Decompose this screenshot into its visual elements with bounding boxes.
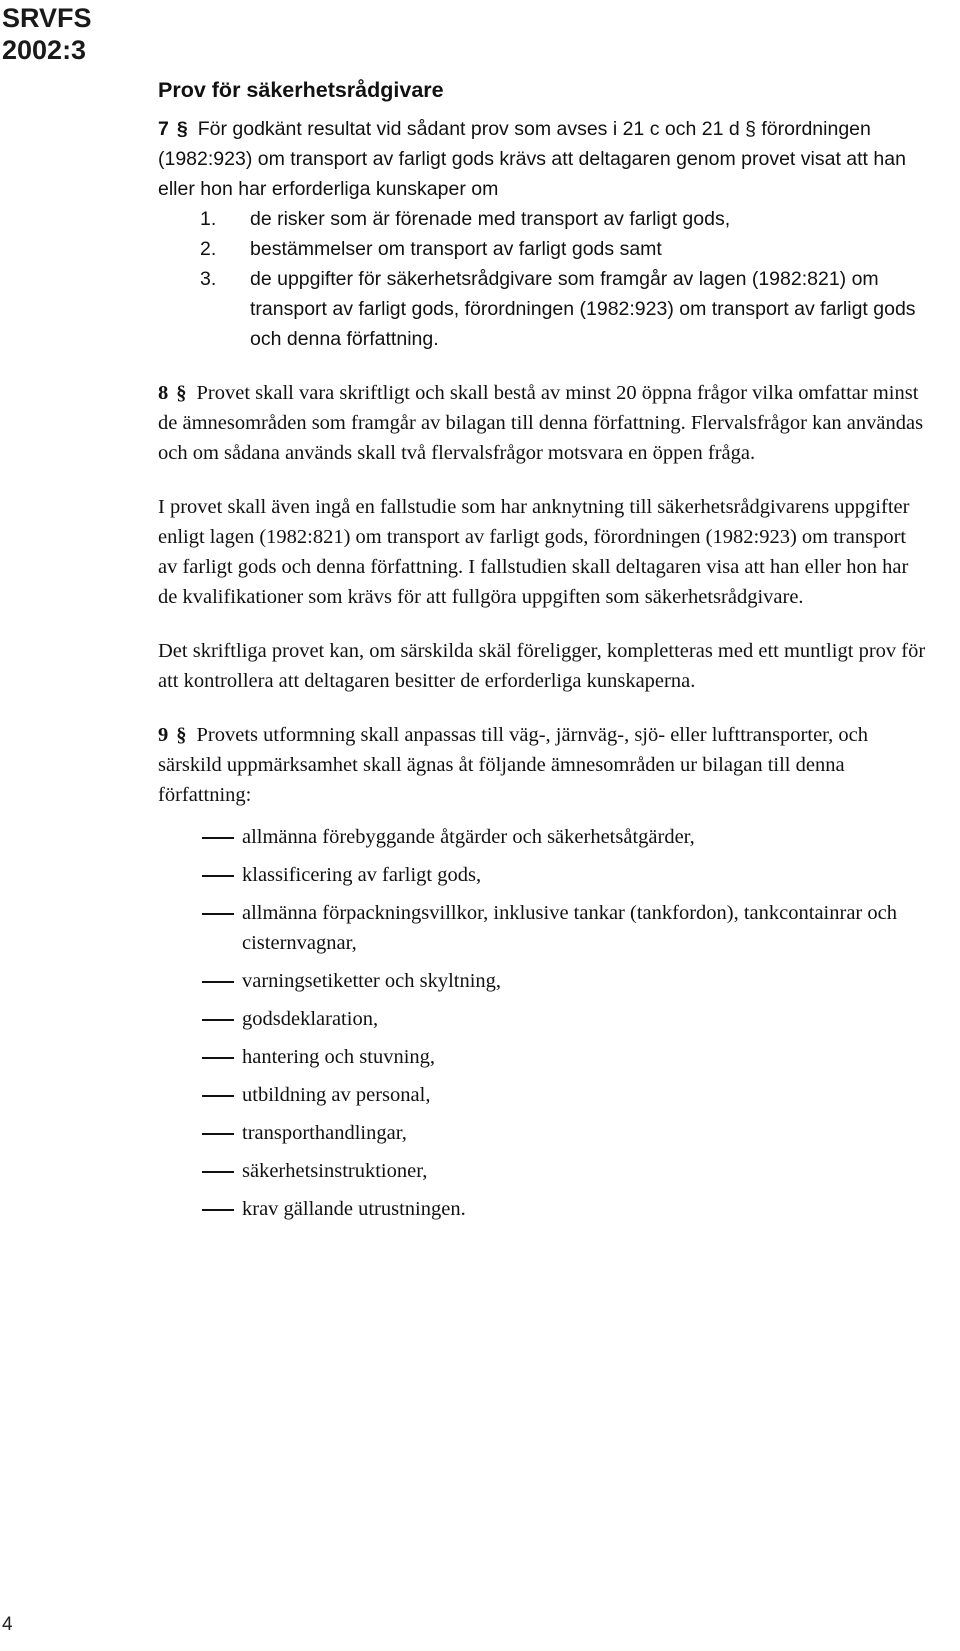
list-item bbox=[158, 1194, 928, 1224]
list-item bbox=[158, 1080, 928, 1110]
list-item-number: 2. bbox=[200, 238, 217, 260]
section-sign: § bbox=[176, 118, 188, 140]
list-item-text: de risker som är förenade med transport av farligt gods, bbox=[250, 208, 731, 230]
list-item-text: säkerhetsinstruktioner, bbox=[242, 1160, 428, 1182]
paragraph-8-text: Provet skall vara skriftligt och skall bestå av minst 20 öppna frågor vilka omfattar minst de ämnesområden som framgår av bilagan till denna författning. Flervalsfrågor kan användas och om sådana används skall två flervalsfrågor motsvara en öppen fråga. bbox=[158, 382, 924, 464]
document-series: SRVFS bbox=[2, 3, 92, 33]
list-item-text: utbildning av personal, bbox=[242, 1084, 431, 1106]
list-item-text: bestämmelser om transport av farligt gods samt bbox=[250, 238, 662, 260]
numbered-list bbox=[158, 204, 928, 354]
paragraph-9 bbox=[158, 720, 928, 810]
list-item bbox=[158, 1156, 928, 1186]
paragraph-9-text: Provets utformning skall anpassas till väg-, järnväg-, sjö- eller lufttransporter, och särskild uppmärksamhet skall ägnas åt följande ämnesområden ur bilagan till denna författning: bbox=[158, 724, 869, 806]
list-item bbox=[158, 898, 928, 958]
list-item bbox=[158, 1042, 928, 1072]
dash-bullet bbox=[158, 822, 242, 852]
section-sign: § bbox=[176, 382, 187, 404]
page-number: 4 bbox=[2, 1614, 13, 1635]
dash-bullet bbox=[158, 1042, 242, 1072]
list-item bbox=[158, 204, 928, 234]
section-heading: Prov för säkerhetsrådgivare bbox=[158, 78, 444, 102]
document-body bbox=[158, 76, 928, 1232]
list-item-number: 3. bbox=[200, 268, 217, 290]
dash-bullet bbox=[158, 1194, 242, 1224]
paragraph-7 bbox=[158, 114, 928, 204]
section-number-7: 7 bbox=[158, 118, 169, 140]
paragraph-8-case-study: I provet skall även ingå en fallstudie som har anknytning till säkerhetsrådgivarens uppgifter enligt lagen (1982:821) om transport av farligt gods, förordningen (1982:923) om transport av farligt gods och denna författning. I fallstudien skall deltagaren visa att han eller hon har de kvalifikationer som krävs för att fullgöra uppgiften som säkerhetsrådgivare. bbox=[158, 496, 910, 608]
list-item-text: klassificering av farligt gods, bbox=[242, 864, 482, 886]
list-item-text: krav gällande utrustningen. bbox=[242, 1198, 466, 1220]
document-number: 2002:3 bbox=[2, 35, 87, 65]
list-item-text: hantering och stuvning, bbox=[242, 1046, 436, 1068]
section-number-9: 9 bbox=[158, 724, 169, 746]
dash-bullet bbox=[158, 1156, 242, 1186]
list-item bbox=[158, 860, 928, 890]
paragraph-7-text: För godkänt resultat vid sådant prov som avses i 21 c och 21 d § förordningen (1982:923) om transport av farligt gods krävs att deltagaren genom provet visat att han eller hon har erforderliga kunskaper om bbox=[158, 118, 906, 200]
list-item-text: allmänna förpackningsvillkor, inklusive tankar (tankfordon), tankcontainrar och cisternvagnar, bbox=[242, 902, 897, 954]
paragraph-8-oral-exam: Det skriftliga provet kan, om särskilda skäl föreligger, kompletteras med ett muntligt prov för att kontrollera att deltagaren besitter de erforderliga kunskaperna. bbox=[158, 640, 926, 692]
list-item-text: de uppgifter för säkerhetsrådgivare som framgår av lagen (1982:821) om transport av farligt gods, förordningen (1982:923) om transport av farligt gods och denna författning. bbox=[250, 268, 916, 350]
section-number-8: 8 bbox=[158, 382, 169, 404]
dash-bullet bbox=[158, 1080, 242, 1110]
dash-bullet bbox=[158, 1004, 242, 1034]
subject-list bbox=[158, 822, 928, 1224]
list-item-text: transporthandlingar, bbox=[242, 1122, 407, 1144]
list-item-text: godsdeklaration, bbox=[242, 1008, 379, 1030]
list-item bbox=[158, 966, 928, 996]
list-item bbox=[158, 234, 928, 264]
document-code bbox=[2, 2, 92, 66]
list-item bbox=[158, 822, 928, 852]
list-item-number: 1. bbox=[200, 208, 217, 230]
dash-bullet bbox=[158, 898, 242, 958]
dash-bullet bbox=[158, 860, 242, 890]
paragraph-8 bbox=[158, 378, 928, 468]
dash-bullet bbox=[158, 1118, 242, 1148]
list-item-text: varningsetiketter och skyltning, bbox=[242, 970, 502, 992]
list-item-text: allmänna förebyggande åtgärder och säkerhetsåtgärder, bbox=[242, 826, 695, 848]
list-item bbox=[158, 1118, 928, 1148]
list-item bbox=[158, 264, 928, 354]
section-sign: § bbox=[176, 724, 187, 746]
list-item bbox=[158, 1004, 928, 1034]
dash-bullet bbox=[158, 966, 242, 996]
